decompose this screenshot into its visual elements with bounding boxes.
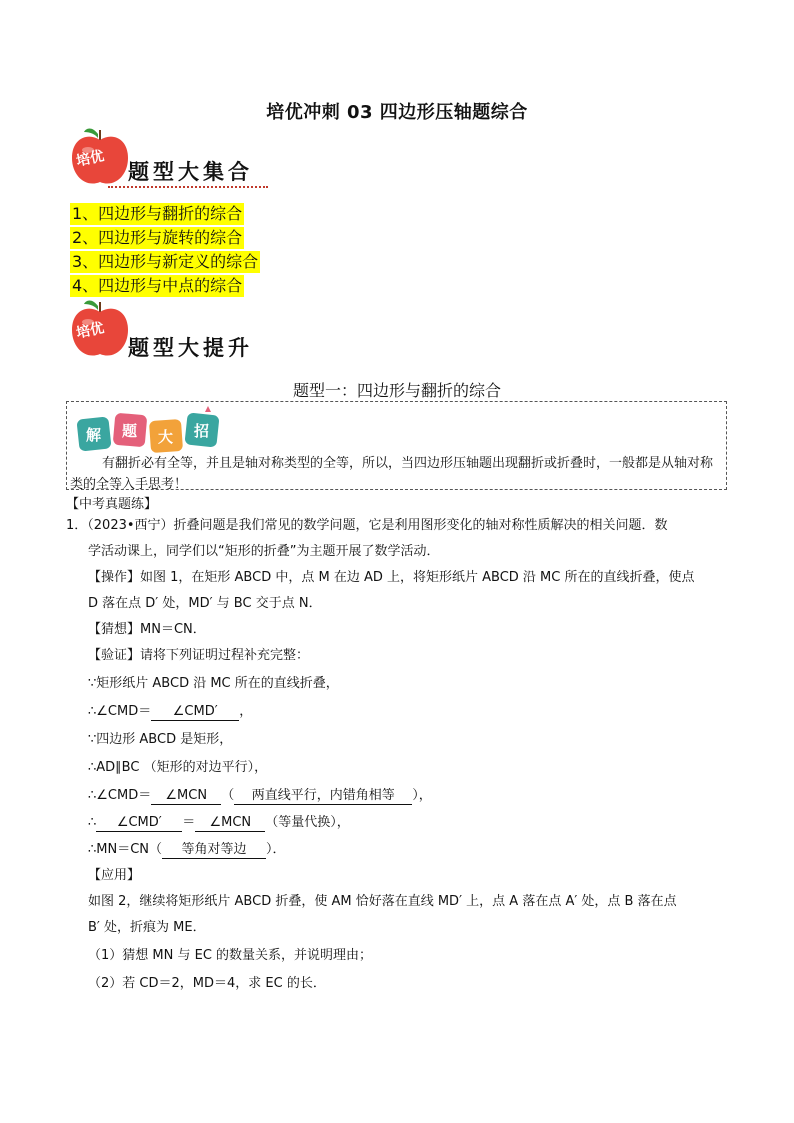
proof-2-prefix: ∴∠CMD＝ (88, 704, 152, 719)
proof-5-reason: 两直线平行，内错角相等 (234, 787, 412, 805)
proof-line-7 (88, 840, 286, 859)
page-title: 培优冲刺 03 四边形压轴题综合 (266, 102, 528, 123)
apply-heading: 【应用】 (88, 868, 141, 883)
badge-collection-label: 题型大集合 (128, 159, 253, 184)
badge-divider (108, 186, 268, 188)
proof-6-blank-1: ∠CMD′ (96, 814, 182, 832)
proof-6-blank-2: ∠MCN (195, 814, 265, 832)
tips-tile-3: 大 (158, 428, 174, 446)
question-1-intro: 1．（2023•西宁）折叠问题是我们常见的数学问题，它是利用图形变化的轴对称性质解决的相关问题．数 (66, 518, 668, 533)
tips-tile-2: 题 (122, 422, 138, 440)
toc-item-1: 1、四边形与翻折的综合 (72, 204, 243, 223)
toc-item-2: 2、四边形与旋转的综合 (72, 228, 243, 247)
verify-line: 【验证】请将下列证明过程补充完整： (88, 648, 310, 663)
proof-5-prefix: ∴∠CMD＝ (88, 788, 152, 803)
proof-2-suffix: ， (239, 704, 253, 719)
tips-tile-4: 招 (194, 422, 210, 440)
badge-type-improve (68, 296, 298, 366)
guess-line: 【猜想】MN＝CN． (88, 622, 206, 637)
apple-char: 培优 (74, 148, 106, 170)
proof-6-eq: ＝ (182, 815, 196, 830)
practice-heading: 【中考真题练】 (66, 497, 158, 512)
badge-improve-label: 题型大提升 (128, 335, 253, 360)
apple-char: 培优 (74, 320, 106, 342)
proof-6-suffix: （等量代换）， (265, 815, 350, 830)
operation-line-1: 【操作】如图 1，在矩形 ABCD 中，点 M 在边 AD 上，将矩形纸片 ABCD 沿 MC 所在的直线折叠，使点 (88, 570, 695, 585)
proof-2-blank: ∠CMD′ (151, 703, 239, 721)
operation-line-2: D 落在点 D′ 处，MD′ 与 BC 交于点 N． (88, 596, 322, 611)
sub-question-1: （1）猜想 MN 与 EC 的数量关系，并说明理由； (88, 948, 373, 963)
proof-6-prefix: ∴ (88, 815, 97, 830)
section-title: 题型一：四边形与翻折的综合 (292, 381, 501, 400)
apply-line-2: B′ 处，折痕为 ME． (88, 920, 206, 935)
tip-text: 有翻折必有全等，并且是轴对称类型的全等，所以，当四边形压轴题出现翻折或折叠时，一般都是从轴对称类的全等入手思考！ (70, 456, 714, 492)
proof-7-reason: 等角对等边 (162, 841, 266, 859)
proof-line-6 (88, 813, 350, 832)
proof-line-2 (88, 702, 252, 721)
apply-line-1: 如图 2，继续将矩形纸片 ABCD 折叠，使 AM 恰好落在直线 MD′ 上，点 A 落在点 A′ 处，点 B 落在点 (88, 894, 677, 909)
proof-5-blank: ∠MCN (151, 787, 221, 805)
toc-item-4: 4、四边形与中点的综合 (72, 276, 243, 295)
proof-7-prefix: ∴MN＝CN（ (88, 842, 163, 857)
proof-7-suffix: ）． (266, 842, 286, 857)
proof-line-1: ∵矩形纸片 ABCD 沿 MC 所在的直线折叠， (88, 676, 339, 691)
badge-type-collection (68, 124, 298, 194)
sub-question-2: （2）若 CD＝2，MD＝4，求 EC 的长． (88, 976, 326, 991)
question-1-intro-cont: 学活动课上，同学们以“矩形的折叠”为主题开展了数学活动． (88, 544, 440, 559)
proof-5-mid: （ (221, 788, 235, 803)
tips-tile-1: 解 (86, 426, 102, 444)
proof-line-4: ∴AD∥BC （矩形的对边平行）， (88, 760, 268, 775)
proof-5-suffix: ）， (412, 788, 432, 803)
proof-line-3: ∵四边形 ABCD 是矩形， (88, 732, 233, 747)
toc-item-3: 3、四边形与新定义的综合 (72, 252, 259, 271)
proof-line-5 (88, 786, 432, 805)
